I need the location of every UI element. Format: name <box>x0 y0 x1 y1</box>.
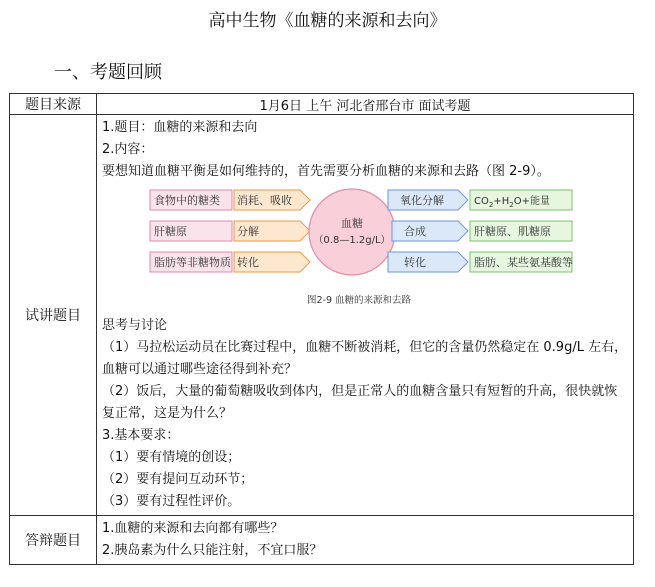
requirement-1: （1）要有情境的创设； <box>102 450 241 465</box>
dest-co2-energy: $CO_2+H_2O+$能量 <box>474 196 550 209</box>
trial-line-intro: 要想知道血糖平衡是如何维持的，首先需要分析血糖的来源和去路（图 2-9）。 <box>102 164 550 179</box>
process-oxidize: 氧化分解 <box>400 194 444 207</box>
exam-table <box>9 93 634 565</box>
trial-content <box>97 115 634 516</box>
trial-line-title: 1.题目：血糖的来源和去向 <box>102 120 258 135</box>
section-heading: 一、考题回顾 <box>54 62 162 83</box>
center-title: 血糖 <box>341 217 363 230</box>
process-digest: 消耗、吸收 <box>237 194 292 207</box>
process-synthesize: 合成 <box>404 225 426 238</box>
discussion-q1: （1）马拉松运动员在比赛过程中，血糖不断被消耗，但它的含量仍然稳定在 0.9g/L 左右，血糖可以通过哪些途径得到补充？ <box>102 340 628 377</box>
blood-sugar-diagram <box>102 185 622 315</box>
source-row <box>10 94 634 115</box>
requirement-3: （3）要有过程性评价。 <box>102 494 241 509</box>
process-convert-in: 转化 <box>237 256 259 269</box>
defense-q2: 2.胰岛素为什么只能注射，不宜口服？ <box>102 543 323 558</box>
source-non-sugar: 脂肪等非糖物质 <box>154 256 231 269</box>
dest-fat-amino: 脂肪、某些氨基酸等 <box>474 256 573 269</box>
defense-q1: 1.血糖的来源和去向都有哪些？ <box>102 521 284 536</box>
diagram-caption: 图2-9 血糖的来源和去路 <box>307 295 412 306</box>
discussion-heading: 思考与讨论 <box>102 318 168 333</box>
source-value: 1月6日 上午 河北省邢台市 面试考题 <box>97 94 634 115</box>
requirement-2: （2）要有提问互动环节； <box>102 472 254 487</box>
requirements-heading: 3.基本要求： <box>102 428 180 443</box>
trial-label: 试讲题目 <box>10 115 97 516</box>
defense-row <box>10 516 634 565</box>
page-title: 高中生物《血糖的来源和去向》 <box>208 11 447 31</box>
trial-line-content: 2.内容： <box>102 142 154 157</box>
source-label: 题目来源 <box>10 94 97 115</box>
center-range: （0.8—1.2g/L） <box>313 235 391 246</box>
defense-label: 答辩题目 <box>10 516 97 565</box>
source-liver-glycogen: 肝糖原 <box>154 225 187 238</box>
trial-row <box>10 115 634 516</box>
source-food: 食物中的糖类 <box>154 194 220 207</box>
defense-content <box>97 516 634 565</box>
process-decompose: 分解 <box>237 225 259 238</box>
discussion-q2: （2）饭后，大量的葡萄糖吸收到体内，但是正常人的血糖含量只有短暂的升高，很快就恢复正常，这是为什么？ <box>102 384 618 421</box>
process-convert-out: 转化 <box>404 256 426 269</box>
dest-glycogen: 肝糖原、肌糖原 <box>474 225 551 238</box>
